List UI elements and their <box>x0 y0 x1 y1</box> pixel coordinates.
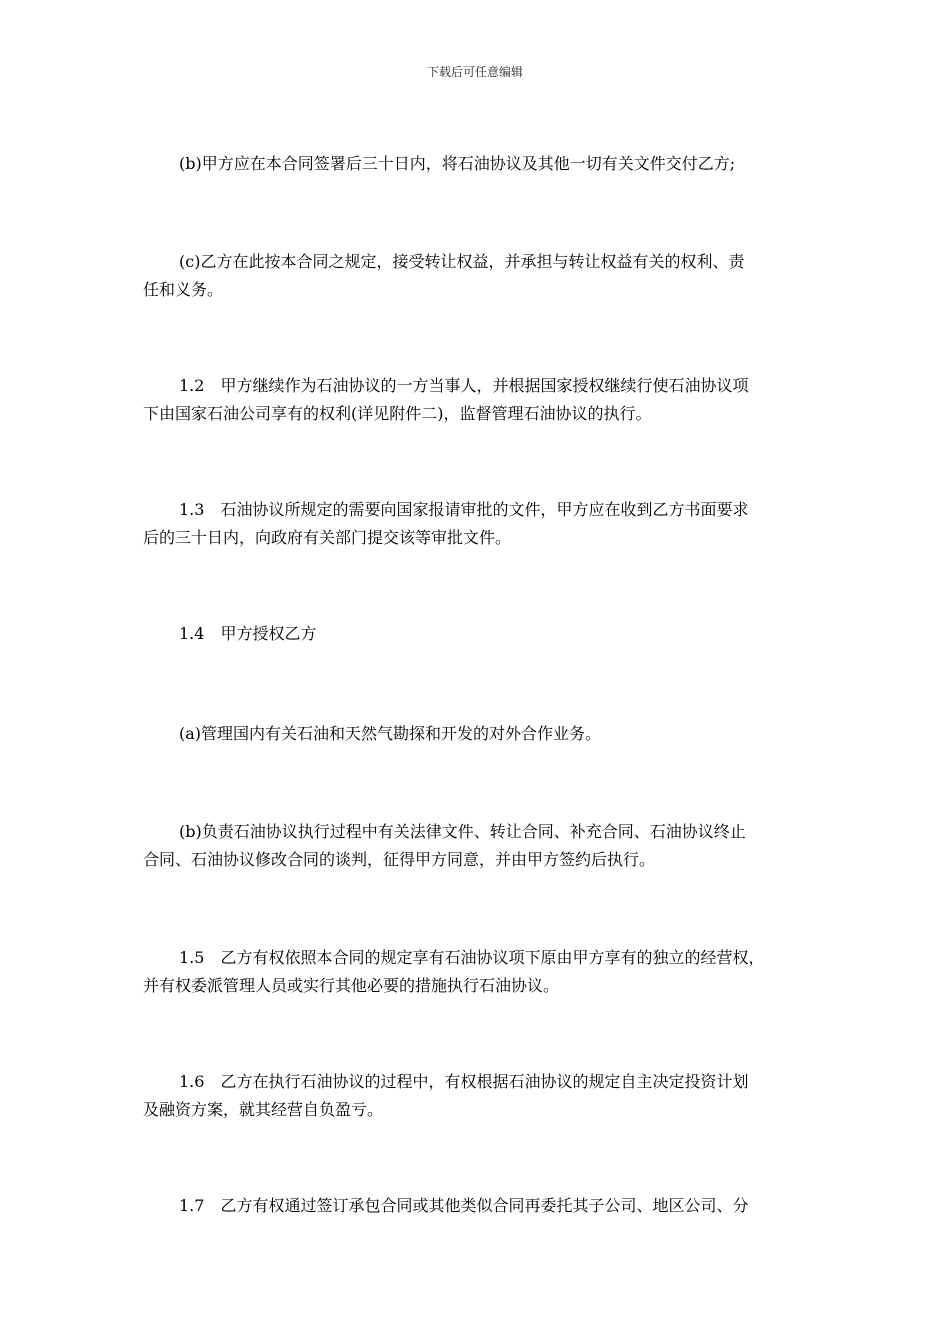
paragraph-line: (a)管理国内有关石油和天然气勘探和开发的对外合作业务。 <box>179 724 602 743</box>
paragraph-line: (b)负责石油协议执行过程中有关法律文件、转让合同、补充合同、石油协议终止 <box>179 822 746 841</box>
paragraph-b-negotiation <box>143 818 813 874</box>
paragraph-1-2 <box>143 372 813 428</box>
paragraph-line: 后的三十日内，向政府有关部门提交该等审批文件。 <box>143 528 512 547</box>
paragraph-line: 1.3 石油协议所规定的需要向国家报请审批的文件，甲方应在收到乙方书面要求 <box>179 500 749 519</box>
paragraph-line: 任和义务。 <box>143 280 224 299</box>
paragraph-line: 及融资方案，就其经营自负盈亏。 <box>143 1100 384 1119</box>
paragraph-line: (b)甲方应在本合同签署后三十日内，将石油协议及其他一切有关文件交付乙方; <box>179 154 736 173</box>
paragraph-line: 1.2 甲方继续作为石油协议的一方当事人，并根据国家授权继续行使石油协议项 <box>179 376 749 395</box>
paragraph-c-acceptance <box>143 248 813 304</box>
paragraph-line: 1.5 乙方有权依照本合同的规定享有石油协议项下原由甲方享有的独立的经营权， <box>179 948 765 967</box>
paragraph-line: 下由国家石油公司享有的权利(详见附件二)，监督管理石油协议的执行。 <box>143 404 652 423</box>
paragraph-line: (c)乙方在此按本合同之规定，接受转让权益，并承担与转让权益有关的权利、责 <box>179 252 745 271</box>
paragraph-b-delivery <box>143 150 813 178</box>
paragraph-1-5 <box>143 944 813 1000</box>
paragraph-line: 合同、石油协议修改合同的谈判，征得甲方同意，并由甲方签约后执行。 <box>143 850 656 869</box>
paragraph-1-3 <box>143 496 813 552</box>
paragraph-line: 并有权委派管理人员或实行其他必要的措施执行石油协议。 <box>143 976 560 995</box>
paragraph-a-management <box>143 720 813 748</box>
paragraph-line: 1.4 甲方授权乙方 <box>179 624 317 643</box>
page-header: 下载后可任意编辑 <box>426 65 523 79</box>
paragraph-1-7 <box>143 1192 813 1220</box>
paragraph-1-6 <box>143 1068 813 1124</box>
paragraph-line: 1.6 乙方在执行石油协议的过程中，有权根据石油协议的规定自主决定投资计划 <box>179 1072 749 1091</box>
paragraph-1-4 <box>143 620 813 648</box>
paragraph-line: 1.7 乙方有权通过签订承包合同或其他类似合同再委托其子公司、地区公司、分 <box>179 1196 749 1215</box>
